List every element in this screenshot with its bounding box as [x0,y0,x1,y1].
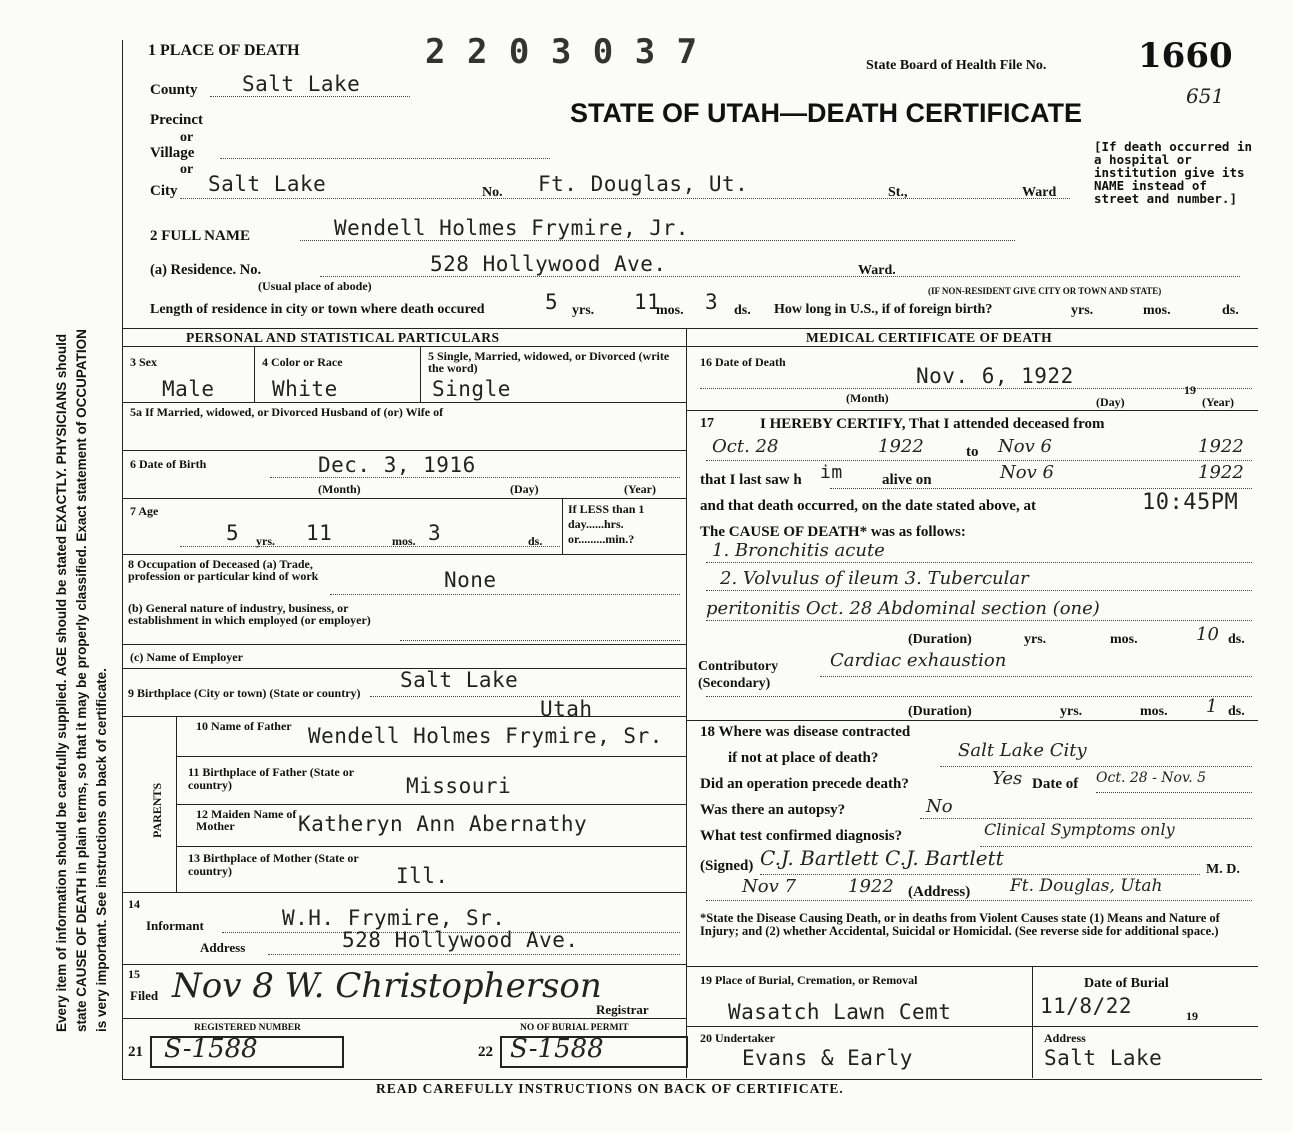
last-saw-date: Nov 6 [1000,462,1054,483]
precinct-label: Precinct [150,112,204,128]
informant-label: Informant [146,918,204,933]
full-name-value: Wendell Holmes Frymire, Jr. [334,216,689,240]
autopsy-value: No [926,796,953,817]
dob-label: 6 Date of Birth [130,457,207,471]
foreign-mos-label: mos. [1143,303,1171,318]
contracted-question: if not at place of death? [728,750,879,766]
attended-from-date: Oct. 28 [712,436,779,457]
medical-heading: MEDICAL CERTIFICATE OF DEATH [806,330,1053,345]
operation-label: Did an operation precede death? [700,776,909,792]
file-number-label: State Board of Health File No. [866,58,1047,73]
residence-value: 528 Hollywood Ave. [430,252,667,276]
certify-number: 17 [700,416,714,431]
cause-footnote: *State the Disease Causing Death, or in deaths from Violent Causes state (1) Means and Nature of Injury; and (2) whether Accidental, Suicidal or Homicidal. (See reverse side for additional space.) [700,911,1220,938]
physician-address-label: (Address) [908,884,971,900]
street-no-label: No. [482,185,503,200]
margin-instructions-line3: is very important. See instructions on back of certificate. [94,668,109,1032]
duration-label-2: (Duration) [908,704,972,719]
or-label-2: or [180,162,194,177]
last-saw-label-b: alive on [882,472,932,488]
dob-year-label: (Year) [624,482,656,496]
operation-value: Yes [992,768,1023,789]
father-birthplace: Missouri [406,774,512,798]
undertaker-value: Evans & Early [742,1046,913,1070]
parents-label: PARENTS [150,782,164,838]
age-days: 3 [428,521,442,545]
dob-day-label: (Day) [510,482,539,496]
registered-number-label: REGISTERED NUMBER [194,1023,301,1033]
death-date-19: 19 [1184,383,1196,397]
filed-number: 15 [128,967,140,981]
burial-date-19: 19 [1186,1009,1198,1023]
spouse-label: 5a If Married, widowed, or Divorced Husband of (or) Wife of [130,405,444,419]
death-date: Nov. 6, 1922 [916,364,1074,388]
duration-yrs-1: yrs. [1024,632,1047,647]
margin-instructions-line1: Every item of information should be carefully supplied. AGE should be stated EXACTLY. PHYSICIANS should [54,333,69,1032]
personal-heading: PERSONAL AND STATISTICAL PARTICULARS [186,330,500,345]
birthplace-city: Salt Lake [400,668,519,692]
informant-number: 14 [128,897,140,911]
length-days: 3 [705,290,719,314]
registrar-label: Registrar [596,1002,649,1017]
operation-date: Oct. 28 - Nov. 5 [1096,770,1207,786]
filed-signature: Nov 8 W. Christopherson [172,966,602,1006]
cause-line-2: 2. Volvulus of ileum 3. Tubercular [720,568,1029,589]
length-months: 11 [634,290,661,314]
length-residence-label: Length of residence in city or town where death occured [150,302,485,317]
mother-birthplace-label: 13 Birthplace of Mother (State or country) [188,851,359,878]
test-label: What test confirmed diagnosis? [700,828,903,844]
signed-label: (Signed) [700,858,754,874]
occupation-label: 8 Occupation of Deceased (a) Trade, profession or particular kind of work [128,557,319,583]
duration-ds-1: ds. [1228,632,1245,647]
registered-number: S-1588 [164,1034,258,1064]
duration-days-1: 10 [1196,624,1219,645]
cause-line-3: peritonitis Oct. 28 Abdominal section (one) [706,598,1100,619]
county-label: County [150,82,198,98]
sign-date: Nov 7 [742,876,796,897]
registered-prefix: 21 [128,1044,143,1060]
duration-mos-1: mos. [1110,632,1138,647]
father-birthplace-label: 11 Birthplace of Father (State or country) [188,765,354,792]
test-value: Clinical Symptoms only [984,820,1175,839]
form-left-border [122,40,123,1080]
permit-prefix: 22 [478,1044,493,1060]
city-value: Salt Lake [208,172,327,196]
father-label: 10 Name of Father [196,719,292,733]
duration-mos-2: mos. [1140,704,1168,719]
residence-label: (a) Residence. No. [150,262,262,278]
birthplace-state: Utah [540,697,593,721]
stamp-number: 2 2 0 3 0 3 7 [425,32,698,72]
dob-value: Dec. 3, 1916 [318,453,476,477]
contributory-label: Contributory (Secondary) [698,659,779,691]
contracted-value: Salt Lake City [958,740,1087,761]
cause-line-1: 1. Bronchitis acute [712,540,885,561]
file-number: 1660 [1138,36,1233,76]
operation-date-label: Date of [1032,776,1079,792]
last-saw-him: im [820,462,843,483]
burial-date: 11/8/22 [1040,994,1133,1018]
filed-label: Filed [130,988,159,1003]
age-label: 7 Age [130,504,159,518]
county-value: Salt Lake [242,72,361,96]
non-resident-label: (IF NON-RESIDENT GIVE CITY OR TOWN AND STATE) [928,286,1162,296]
death-date-label: 16 Date of Death [700,355,786,369]
death-occurred-label: and that death occurred, on the date stated above, at [700,498,1036,514]
length-years: 5 [545,290,559,314]
street-value: Ft. Douglas, Ut. [538,172,749,196]
foreign-yrs-label: yrs. [1071,303,1094,318]
form-bottom-border [122,1079,1262,1080]
residence-ward-label: Ward. [858,263,896,278]
foreign-birth-label: How long in U.S., if of foreign birth? [774,302,993,317]
color-label: 4 Color or Race [262,355,343,369]
last-saw-year: 1922 [1198,462,1244,483]
birthplace-label: 9 Birthplace (City or town) (State or country) [128,686,361,700]
certify-text: I HEREBY CERTIFY, That I attended deceased from [760,416,1105,432]
burial-date-label: Date of Burial [1084,976,1169,991]
duration-ds-2: ds. [1228,704,1245,719]
age-years: 5 [226,521,240,545]
informant-address: 528 Hollywood Ave. [342,928,579,952]
undertaker-address-label: Address [1044,1031,1086,1045]
footer-instructions: READ CAREFULLY INSTRUCTIONS ON BACK OF CERTIFICATE. [376,1081,844,1096]
sex-label: 3 Sex [130,355,157,369]
dob-month-label: (Month) [318,482,361,496]
full-name-label: 2 FULL NAME [150,228,251,244]
margin-instructions-line2: state CAUSE OF DEATH in plain terms, so that it may be properly classified. Exact statement of OCCUPATION [74,329,89,1032]
physician-signature: C.J. Bartlett C.J. Bartlett [760,846,1004,870]
informant-address-label: Address [200,940,246,955]
or-label-1: or [180,130,194,145]
duration-label-1: (Duration) [908,632,972,647]
physician-address: Ft. Douglas, Utah [1010,876,1163,896]
length-mos-label: mos. [656,303,684,318]
attended-to-label: to [966,444,979,460]
burial-permit-number: S-1588 [510,1034,604,1064]
contracted-label: 18 Where was disease contracted [700,724,911,740]
attended-to-year: 1922 [1198,436,1244,457]
informant-value: W.H. Frymire, Sr. [282,906,506,930]
occupation-value: None [444,568,497,592]
undertaker-address: Salt Lake [1044,1046,1163,1070]
industry-label: (b) General nature of industry, business, or establishment in which employed (or employer) [128,601,371,627]
certificate-title: STATE OF UTAH—DEATH CERTIFICATE [570,98,1082,128]
burial-place: Wasatch Lawn Cemt [728,1000,952,1024]
last-saw-label-a: that I last saw h [700,472,802,488]
corner-note: 651 [1186,84,1225,108]
cause-label: The CAUSE OF DEATH* was as follows: [700,524,966,540]
city-label: City [150,183,178,199]
village-label: Village [150,145,195,161]
less-than-day: If LESS than 1 day......hrs. or.........min.? [568,502,645,546]
sex-value: Male [162,377,215,401]
ward-label: Ward [1022,185,1057,200]
death-year-label: (Year) [1202,395,1234,409]
length-ds-label: ds. [734,303,751,318]
length-yrs-label: yrs. [572,303,595,318]
mother-value: Katheryn Ann Abernathy [298,812,588,836]
sign-year: 1922 [848,876,894,897]
usual-abode-label: (Usual place of abode) [258,279,372,293]
age-ds-label: ds. [528,534,543,548]
father-value: Wendell Holmes Frymire, Sr. [308,724,663,748]
death-day-label: (Day) [1096,395,1125,409]
age-yrs-label: yrs. [256,534,275,548]
hospital-note: [If death occurred in a hospital or institution give its NAME instead of street and number.] [1094,139,1253,206]
mother-label: 12 Maiden Name of Mother [196,807,297,833]
mother-birthplace: Ill. [396,864,449,888]
attended-to-date: Nov 6 [998,436,1052,457]
burial-place-label: 19 Place of Burial, Cremation, or Removal [700,973,918,987]
md-label: M. D. [1206,862,1240,877]
foreign-ds-label: ds. [1222,303,1239,318]
burial-permit-label: NO OF BURIAL PERMIT [520,1023,629,1033]
color-value: White [272,377,338,401]
death-month-label: (Month) [846,391,889,405]
undertaker-label: 20 Undertaker [700,1031,775,1045]
place-of-death-label: 1 PLACE OF DEATH [148,42,300,59]
age-mos-label: mos. [392,534,416,548]
autopsy-label: Was there an autopsy? [700,802,846,818]
attended-from-year: 1922 [878,436,924,457]
contributory-value: Cardiac exhaustion [830,650,1007,671]
age-months: 11 [306,521,333,545]
street-label: St., [888,185,908,200]
duration-days-2: 1 [1206,696,1218,717]
death-time: 10:45PM [1142,490,1239,515]
marital-label: 5 Single, Married, widowed, or Divorced (write the word) [428,349,670,375]
marital-value: Single [432,377,511,401]
employer-label: (c) Name of Employer [130,650,243,664]
duration-yrs-2: yrs. [1060,704,1083,719]
